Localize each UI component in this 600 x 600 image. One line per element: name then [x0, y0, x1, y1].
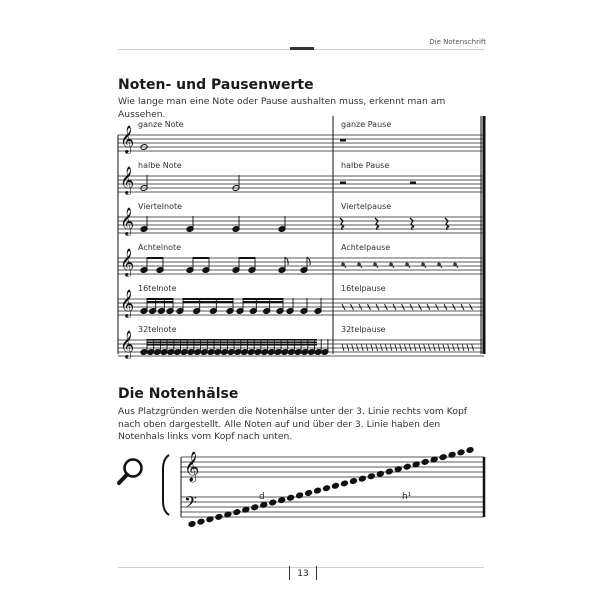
- thirtysecond-rest: [414, 344, 416, 351]
- label-half-rest: halbe Pause: [341, 161, 390, 170]
- thirtysecond-beam: [147, 344, 317, 346]
- thirtysecond-rest: [400, 344, 402, 351]
- thirtysecond-rest: [428, 344, 430, 351]
- sixteenth-beam: [183, 301, 233, 303]
- label-16th-note: 16telnote: [138, 284, 177, 293]
- section-title-values: Noten- und Pausenwerte: [118, 77, 314, 93]
- eighth-rest: [438, 263, 442, 268]
- thirtysecond-rest: [395, 344, 397, 351]
- treble-clef-icon: 𝄞: [120, 330, 135, 358]
- quarter-rest: [410, 218, 414, 230]
- grand-staff-brace: [163, 455, 169, 515]
- treble-clef-icon: 𝄞: [120, 289, 135, 317]
- label-32nd-rest: 32telpause: [341, 325, 386, 334]
- scale-note: [296, 492, 304, 499]
- quarter-rest: [375, 218, 379, 230]
- scale-note: [287, 494, 295, 501]
- label-quarter-note: Viertelnote: [138, 202, 183, 211]
- thirtysecond-rest: [342, 344, 344, 351]
- sixteenth-beam: [243, 298, 283, 300]
- scale-note: [367, 473, 375, 480]
- treble-clef-icon: 𝄞: [120, 248, 135, 276]
- scale-note: [269, 499, 277, 506]
- label-quarter-rest: Viertelpause: [341, 202, 392, 211]
- label-note-h1: h¹: [402, 492, 412, 502]
- scale-note: [457, 449, 465, 456]
- section-intro-values: Wie lange man eine Note oder Pause aushalten muss, erkennt man am Aussehen.: [118, 96, 446, 120]
- scale-note: [341, 480, 349, 487]
- eighth-beam: [147, 257, 163, 259]
- thirtysecond-beam: [147, 339, 317, 341]
- eighth-rest: [390, 263, 394, 268]
- half-rest: [340, 182, 346, 185]
- scale-note: [197, 518, 205, 525]
- thirtysecond-rest: [404, 344, 406, 351]
- thirtysecond-rest: [472, 344, 474, 351]
- header-section-title: Die Notenschrift: [429, 38, 486, 46]
- thirtysecond-rest: [366, 344, 368, 351]
- label-16th-rest: 16telpause: [341, 284, 386, 293]
- scale-note: [314, 487, 322, 494]
- half-rest: [410, 182, 416, 185]
- thirtysecond-rest: [424, 344, 426, 351]
- eighth-rest: [342, 263, 346, 268]
- label-whole-rest: ganze Pause: [341, 120, 392, 129]
- thirtysecond-rest: [385, 344, 387, 351]
- thirtysecond-rest: [352, 344, 354, 351]
- scale-note: [403, 463, 411, 470]
- bass-clef-icon: 𝄢: [184, 492, 197, 516]
- eighth-rest: [374, 263, 378, 268]
- eighth-beam: [239, 257, 255, 259]
- sixteenth-beam: [183, 298, 233, 300]
- scale-note: [349, 478, 357, 485]
- eighth-rest: [358, 263, 362, 268]
- label-eighth-rest: Achtelpause: [341, 243, 391, 252]
- scale-note: [251, 504, 259, 511]
- thirtysecond-rest: [433, 344, 435, 351]
- section-title-stems: Die Notenhälse: [118, 386, 239, 402]
- scale-note: [305, 490, 313, 497]
- thirtysecond-rest: [462, 344, 464, 351]
- sixteenth-beam: [147, 301, 173, 303]
- treble-clef-icon: 𝄞: [120, 125, 135, 153]
- thirtysecond-rest: [457, 344, 459, 351]
- eighth-rest: [406, 263, 410, 268]
- thirtysecond-rest: [452, 344, 454, 351]
- treble-clef-icon: 𝄞: [120, 166, 135, 194]
- thirtysecond-rest: [371, 344, 373, 351]
- scale-note: [358, 475, 366, 482]
- label-whole-note: ganze Note: [138, 120, 184, 129]
- thirtysecond-rest: [409, 344, 411, 351]
- thirtysecond-rest: [380, 344, 382, 351]
- scale-note: [233, 509, 241, 516]
- section-text-stems: Aus Platzgründen werden die Notenhälse unter der 3. Linie rechts vom Kopf nach oben dargestellt. Alle Noten auf und über der 3. Linie haben den Notenhals links vom Kopf nach unten.: [118, 406, 468, 442]
- eighth-rest: [454, 263, 458, 268]
- sixteenth-beam: [147, 298, 173, 300]
- thirtysecond-rest: [347, 344, 349, 351]
- scale-note: [323, 485, 331, 492]
- eighth-rest: [422, 263, 426, 268]
- treble-clef-icon: 𝄞: [184, 452, 200, 482]
- quarter-rest: [445, 218, 449, 230]
- thirtysecond-rest: [356, 344, 358, 351]
- scale-note: [421, 459, 429, 466]
- thirtysecond-rest: [390, 344, 392, 351]
- eighth-beam: [193, 257, 209, 259]
- scale-note: [439, 454, 447, 461]
- thirtysecond-rest: [419, 344, 421, 351]
- page-number: 13: [289, 566, 317, 580]
- label-32nd-note: 32telnote: [138, 325, 177, 334]
- thirtysecond-rest: [376, 344, 378, 351]
- thirtysecond-beam: [147, 342, 317, 344]
- label-note-d: d: [259, 492, 265, 502]
- treble-clef-icon: 𝄞: [120, 207, 135, 235]
- label-half-note: halbe Note: [138, 161, 182, 170]
- scale-note: [376, 470, 384, 477]
- sixteenth-beam: [243, 301, 283, 303]
- thirtysecond-rest: [448, 344, 450, 351]
- thirtysecond-rest: [361, 344, 363, 351]
- quarter-rest: [340, 218, 344, 230]
- thirtysecond-rest: [443, 344, 445, 351]
- scale-note: [188, 521, 196, 528]
- scale-note: [332, 482, 340, 489]
- scale-note: [466, 447, 474, 454]
- whole-rest: [340, 139, 346, 142]
- scale-note: [278, 497, 286, 504]
- scale-note: [385, 468, 393, 475]
- thirtysecond-rest: [467, 344, 469, 351]
- scale-note: [215, 513, 223, 520]
- label-eighth-note: Achtelnote: [138, 243, 182, 252]
- thirtysecond-rest: [438, 344, 440, 351]
